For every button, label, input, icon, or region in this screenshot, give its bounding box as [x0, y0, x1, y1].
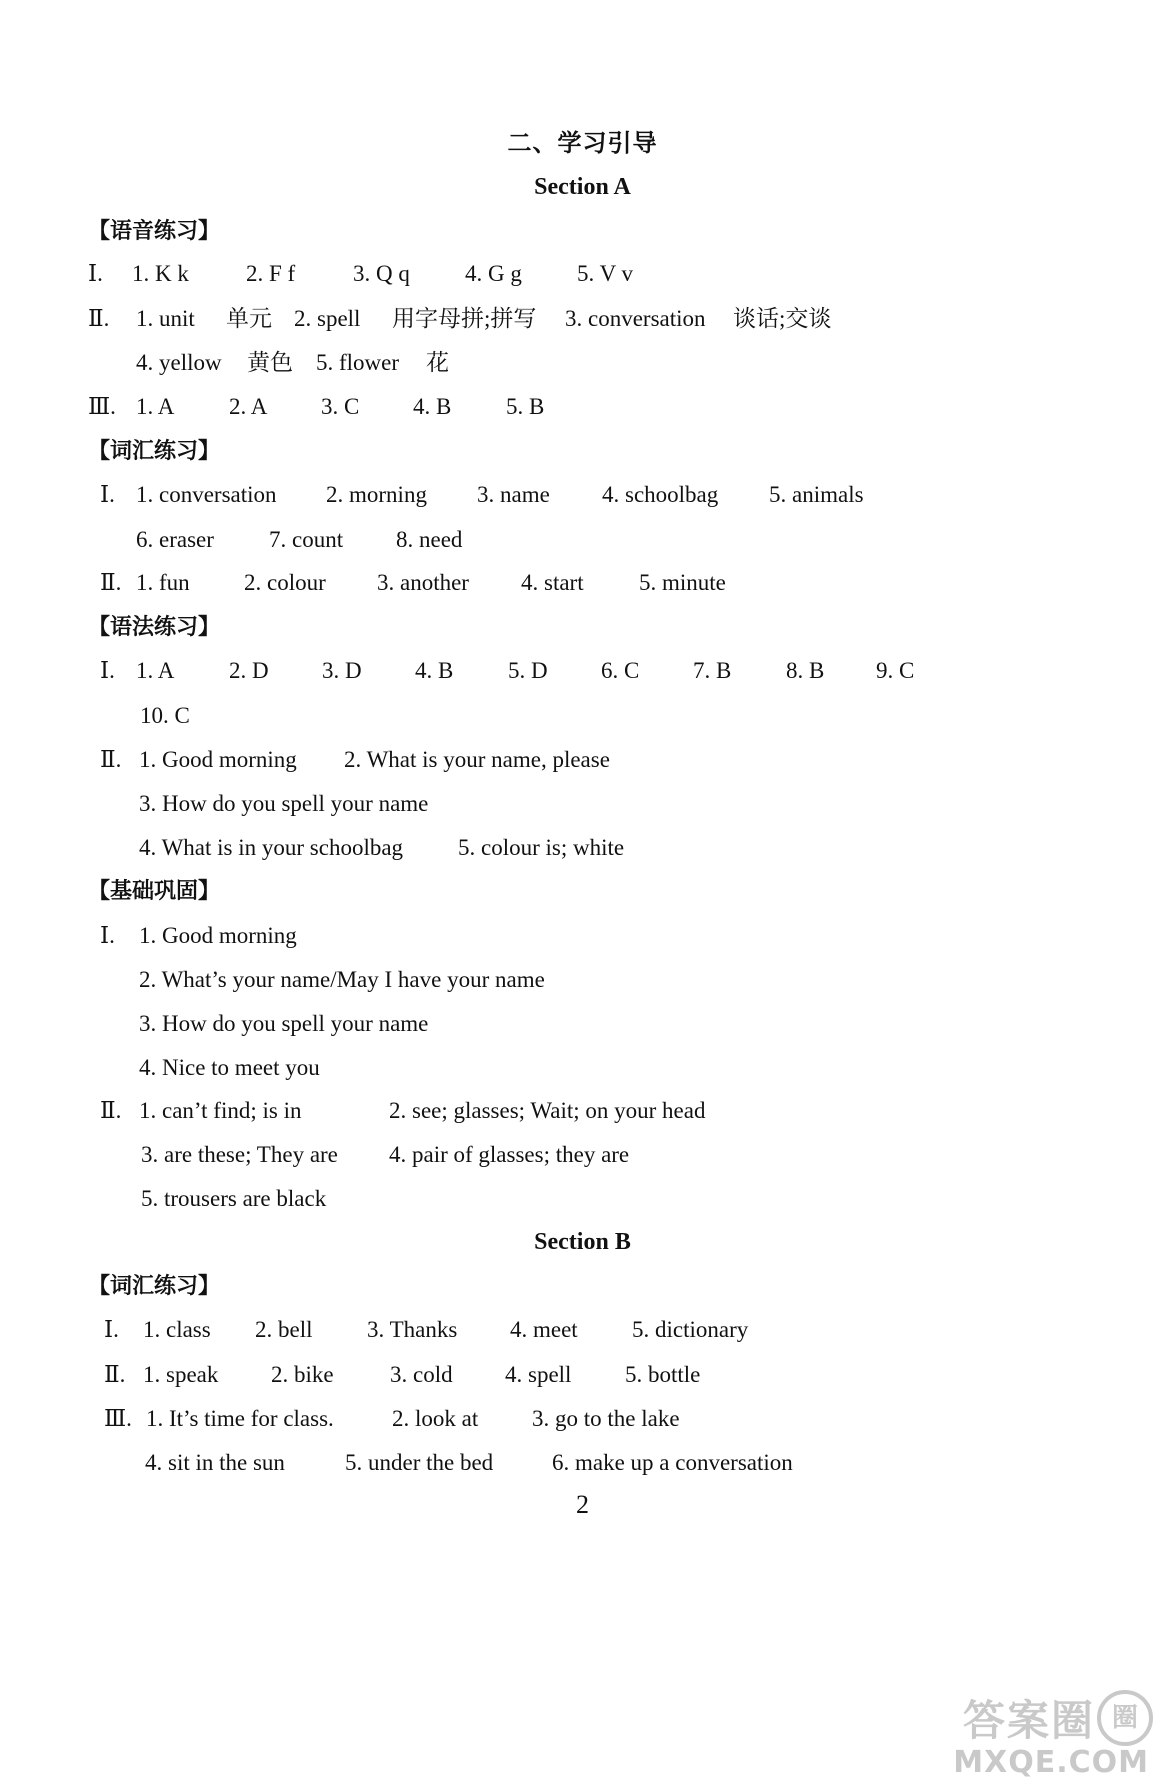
- answer: 单元: [226, 306, 272, 331]
- section-b-heading: Section B: [534, 1229, 631, 1255]
- answer: 4. meet: [510, 1317, 578, 1342]
- answer: 1. A: [136, 394, 175, 419]
- answer: 5. colour is; white: [458, 835, 625, 860]
- answer: 4. sit in the sun: [145, 1450, 285, 1475]
- answer: 4. What is in your schoolbag: [139, 835, 404, 860]
- vocab-row-1b: [0, 525, 1165, 555]
- answer: 1. class: [143, 1317, 211, 1342]
- grammar-label: 【语法练习】: [88, 615, 221, 640]
- answer: 5. trousers are black: [141, 1186, 327, 1211]
- answer: 3. are these; They are: [141, 1142, 338, 1167]
- roman-numeral: Ⅰ.: [104, 1317, 119, 1342]
- vocab-row-1a: [0, 480, 1165, 510]
- answer: 6. C: [601, 658, 640, 683]
- roman-numeral: Ⅰ.: [88, 261, 103, 286]
- roman-numeral: Ⅰ.: [100, 482, 115, 507]
- answer: 9. C: [876, 658, 915, 683]
- phonics-label: 【语音练习】: [88, 219, 221, 244]
- answer: 3. D: [322, 658, 362, 683]
- roman-numeral: Ⅲ.: [88, 394, 116, 419]
- vocab-b-row-3b: [0, 1448, 1165, 1478]
- answer: 1. speak: [143, 1362, 219, 1387]
- answer: 1. Good morning: [139, 747, 297, 772]
- grammar-row-1a: [0, 656, 1165, 686]
- answer: 5. D: [508, 658, 548, 683]
- answer: 5. minute: [639, 570, 726, 595]
- answer: 4. pair of glasses; they are: [389, 1142, 630, 1167]
- roman-numeral: Ⅱ.: [88, 306, 110, 331]
- vocab-b-label: 【词汇练习】: [88, 1274, 221, 1299]
- answer: 1. Good morning: [139, 923, 297, 948]
- answer: 1. It’s time for class.: [146, 1406, 334, 1431]
- answer: 7. count: [269, 527, 344, 552]
- answer: 5. animals: [769, 482, 864, 507]
- answer: 3. Q q: [353, 261, 410, 286]
- answer: 2. A: [229, 394, 268, 419]
- vocab-b-row-1: [0, 1315, 1165, 1345]
- answer: 1. unit: [136, 306, 195, 331]
- answer: 5. under the bed: [345, 1450, 494, 1475]
- basics-row-2a: [0, 1096, 1165, 1126]
- answer: 用字母拼;拼写: [392, 306, 537, 331]
- phonics-row-2a: [0, 304, 1165, 334]
- answer: 4. B: [415, 658, 454, 683]
- answer: 5. V v: [577, 261, 634, 286]
- answer: 2. bike: [271, 1362, 334, 1387]
- answer: 2. What’s your name/May I have your name: [139, 967, 545, 992]
- answer: 3. How do you spell your name: [139, 791, 429, 816]
- answer: 5. dictionary: [632, 1317, 749, 1342]
- answer: 5. flower: [316, 350, 400, 375]
- answer: 2. colour: [244, 570, 326, 595]
- watermark-chinese: 答案圈: [962, 1696, 1095, 1745]
- roman-numeral: Ⅱ.: [100, 747, 122, 772]
- phonics-row-2b: [0, 348, 1165, 378]
- answer: 3. another: [377, 570, 469, 595]
- answer: 2. morning: [326, 482, 427, 507]
- basics-row-2b: [0, 1140, 1165, 1170]
- answer: 3. conversation: [565, 306, 706, 331]
- watermark: [913, 1688, 1153, 1780]
- roman-numeral: Ⅰ.: [100, 658, 115, 683]
- roman-numeral: Ⅱ.: [104, 1362, 126, 1387]
- phonics-row-1: [0, 259, 1165, 289]
- answer: 1. fun: [136, 570, 190, 595]
- vocab-label: 【词汇练习】: [88, 439, 221, 464]
- answer: 黄色: [247, 350, 293, 375]
- roman-numeral: Ⅱ.: [100, 1098, 122, 1123]
- watermark-url: MXQE.COM: [953, 1745, 1149, 1780]
- grammar-row-2c: [0, 833, 1165, 863]
- basics-row-1: [0, 921, 1165, 951]
- answer: 2. see; glasses; Wait; on your head: [389, 1098, 706, 1123]
- grammar-row-2b: [0, 789, 1165, 819]
- page-number: 2: [576, 1490, 589, 1519]
- answer: 1. conversation: [136, 482, 277, 507]
- answer: 4. spell: [505, 1362, 572, 1387]
- answer: 8. B: [786, 658, 825, 683]
- answer: 4. B: [413, 394, 452, 419]
- answer: 2. D: [229, 658, 269, 683]
- answer: 2. F f: [246, 261, 296, 286]
- answer: 1. K k: [132, 261, 189, 286]
- section-a-heading: Section A: [534, 174, 631, 200]
- page-title: 二、学习引导: [507, 129, 658, 157]
- answer: 3. Thanks: [367, 1317, 458, 1342]
- answer: 1. A: [136, 658, 175, 683]
- answer: 3. How do you spell your name: [139, 1011, 429, 1036]
- answer: 4. G g: [465, 261, 522, 286]
- answer: 3. cold: [390, 1362, 453, 1387]
- answer: 10. C: [140, 703, 190, 728]
- answer: 3. go to the lake: [532, 1406, 680, 1431]
- phonics-row-3: [0, 392, 1165, 422]
- answer: 4. start: [521, 570, 584, 595]
- vocab-row-2: [0, 568, 1165, 598]
- answer: 4. yellow: [136, 350, 222, 375]
- roman-numeral: Ⅱ.: [100, 570, 122, 595]
- answer: 5. B: [506, 394, 545, 419]
- answer: 6. make up a conversation: [552, 1450, 793, 1475]
- answer: 6. eraser: [136, 527, 214, 552]
- roman-numeral: Ⅰ.: [100, 923, 115, 948]
- answer: 4. Nice to meet you: [139, 1055, 320, 1080]
- answer: 谈话;交谈: [733, 306, 832, 331]
- vocab-b-row-3a: [0, 1404, 1165, 1434]
- basics-label: 【基础巩固】: [88, 879, 221, 904]
- answer: 3. C: [321, 394, 360, 419]
- grammar-row-1b: [0, 701, 1165, 731]
- roman-numeral: Ⅲ.: [104, 1406, 132, 1431]
- grammar-row-2a: [0, 745, 1165, 775]
- answer: 4. schoolbag: [602, 482, 719, 507]
- answer: 5. bottle: [625, 1362, 701, 1387]
- answer: 7. B: [693, 658, 732, 683]
- answer: 2. look at: [392, 1406, 479, 1431]
- vocab-b-row-2: [0, 1360, 1165, 1390]
- answer: 8. need: [396, 527, 463, 552]
- answer: 花: [426, 350, 449, 375]
- answer: 1. can’t find; is in: [139, 1098, 302, 1123]
- answer: 3. name: [477, 482, 550, 507]
- watermark-seal-icon: 圈: [1097, 1690, 1153, 1746]
- answer: 2. spell: [294, 306, 361, 331]
- answer: 2. bell: [255, 1317, 313, 1342]
- answer: 2. What is your name, please: [344, 747, 610, 772]
